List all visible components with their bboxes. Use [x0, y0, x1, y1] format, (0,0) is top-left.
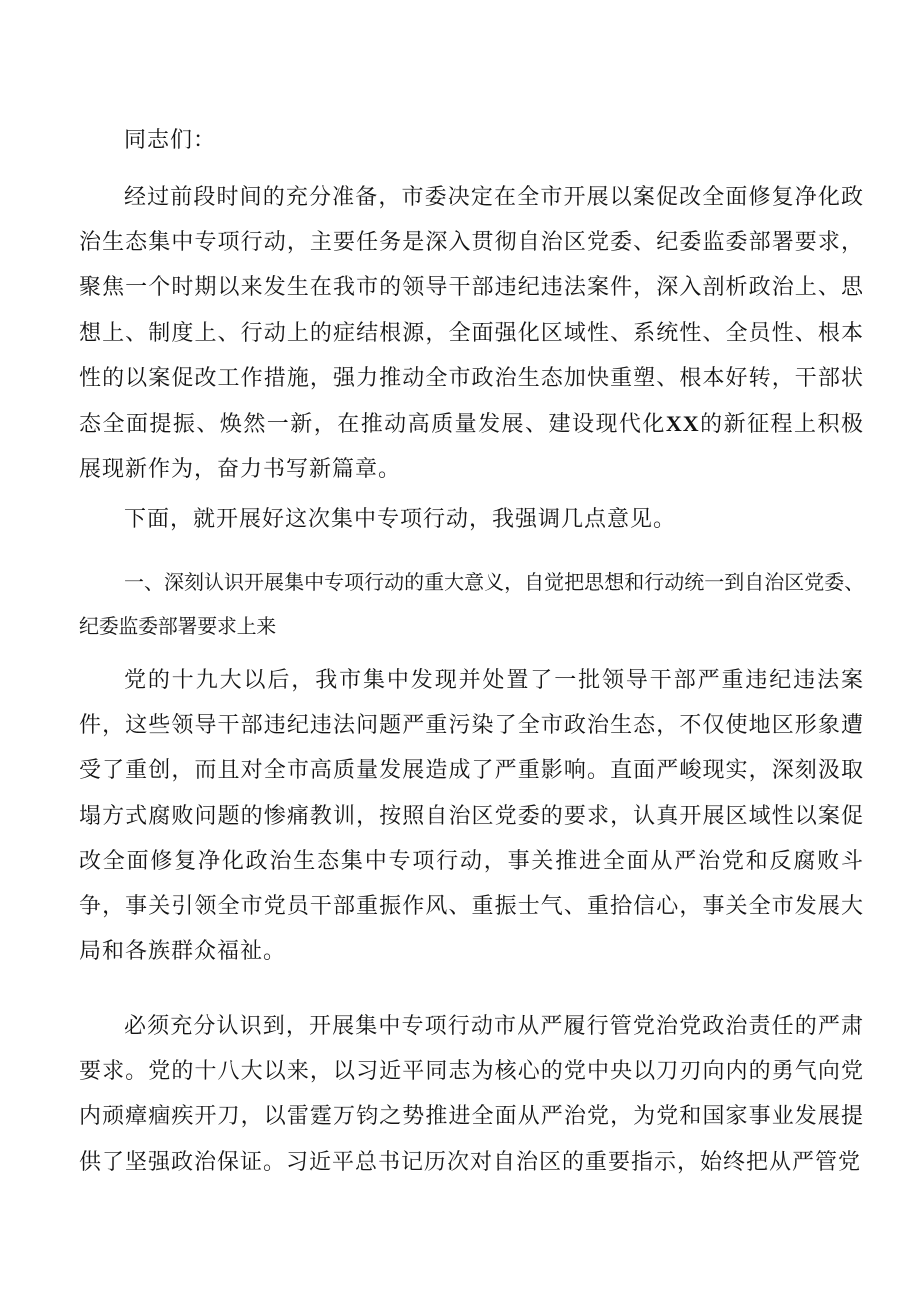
city-placeholder: XX: [665, 411, 700, 437]
paragraph-intro-tail: 的新征程上积极展现新作为，奋力书写新篇章。: [79, 412, 864, 483]
paragraph-background: 党的十九大以后，我市集中发现并处置了一批领导干部严重违纪违法案件，这些领导干部违纪违法问题严重污染了全市政治生态，不仅使地区形象遭受了重创，而且对全市高质量发展造成了严重影响。直面严峻现实，深刻汲取塌方式腐败问题的惨痛教训，按照自治区党委的要求，认真开展区域性以案促改全面修复净化政治生态集中专项行动，事关推进全面从严治党和反腐败斗争，事关引领全市党员干部重振作风、重振士气、重拾信心，事关全市发展大局和各族群众福祉。: [79, 668, 864, 965]
paragraph-intro-text: 经过前段时间的充分准备，市委决定在全市开展以案促改全面修复净化政治生态集中专项行动，主要任务是深入贯彻自治区党委、纪委监委部署要求，聚焦一个时期以来发生在我市的领导干部违纪违法案件，深入剖析政治上、思想上、制度上、行动上的症结根源，全面强化区域性、系统性、全员性、根本性的以案促改工作措施，强力推动全市政治生态加快重塑、根本好转，干部状态全面提振、焕然一新，在推动高质量发展、建设现代化: [79, 185, 864, 438]
greeting: 同志们：: [124, 128, 217, 153]
paragraph-requirement: 必须充分认识到，开展集中专项行动市从严履行管党治党政治责任的严肃要求。党的十八大以来，以习近平同志为核心的党中央以刀刃向内的勇气向党内顽瘴痼疾开刀，以雷霆万钧之势推进全面从严治党，为党和国家事业发展提供了坚强政治保证。习近平总书记历次对自治区的重要指示，始终把从严管党: [79, 1014, 864, 1175]
paragraph-intro: [79, 175, 864, 492]
section-heading-1: 一、深刻认识开展集中专项行动的重大意义，自觉把思想和行动统一到自治区党委、纪委监委部署要求上来: [79, 570, 864, 638]
paragraph-transition: 下面，就开展好这次集中专项行动，我强调几点意见。: [124, 507, 677, 532]
